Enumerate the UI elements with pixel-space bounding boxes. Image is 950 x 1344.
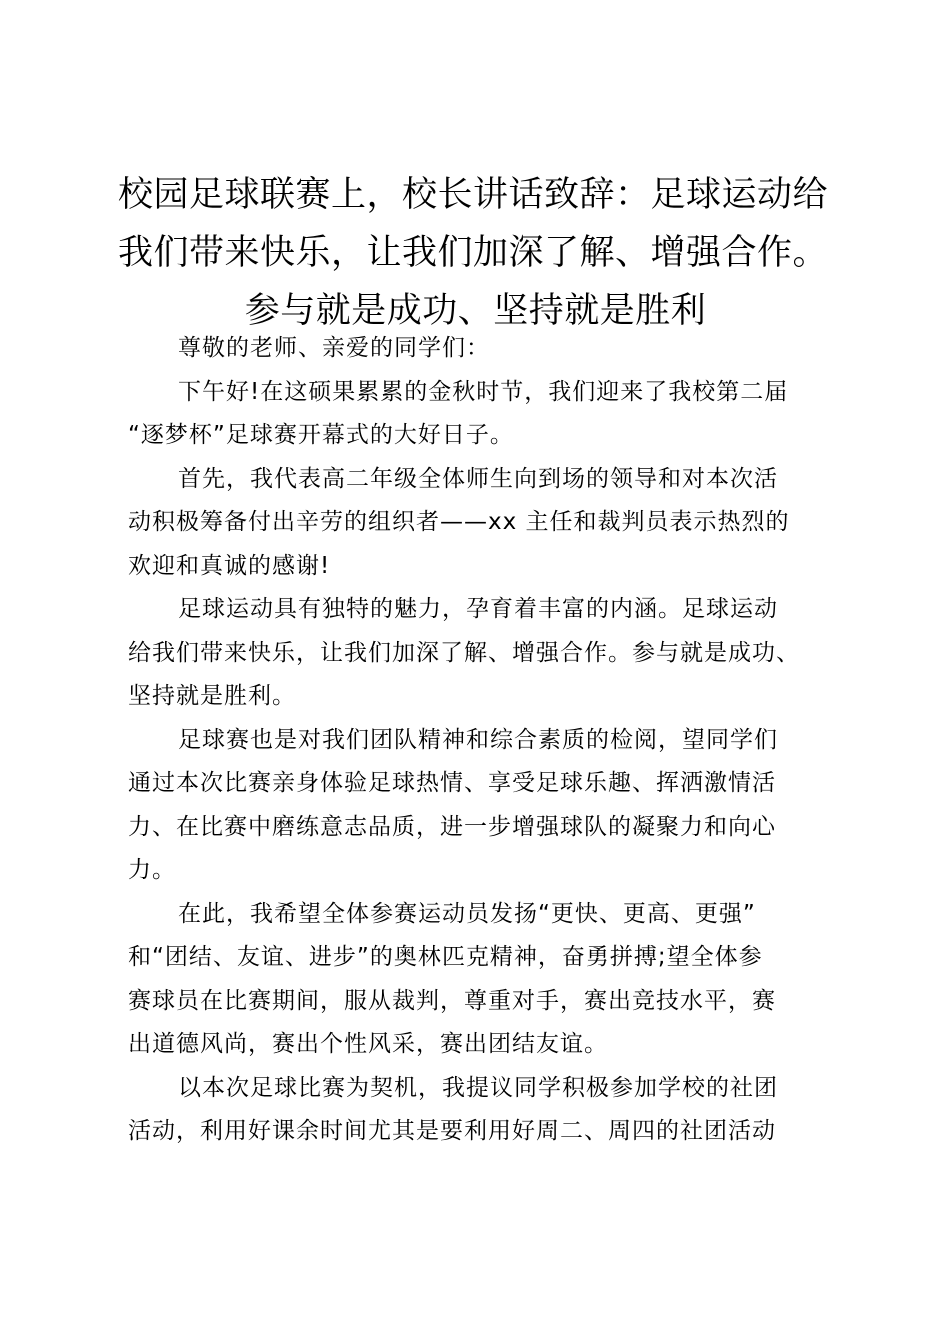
- text-line: 赛球员在比赛期间，服从裁判，尊重对手，赛出竞技水平，赛: [128, 987, 776, 1014]
- text-line: 首先，我代表高二年级全体师生向到场的领导和对本次活: [178, 465, 778, 492]
- text-line: 下午好!在这硕果累累的金秋时节，我们迎来了我校第二届: [178, 378, 789, 405]
- text-line: 力。: [128, 857, 176, 883]
- text-line: 动积极筹备付出辛劳的组织者——xx 主任和裁判员表示热烈的: [128, 509, 790, 535]
- text-line: 以本次足球比赛为契机，我提议同学积极参加学校的社团: [178, 1074, 778, 1101]
- text-line: 欢迎和真诚的感谢!: [128, 552, 331, 579]
- text-line: 出道德风尚，赛出个性风采，赛出团结友谊。: [128, 1031, 608, 1057]
- text-line: 在此，我希望全体参赛运动员发扬“更快、更高、更强”: [178, 900, 756, 927]
- olympic-spirit-paragraph: [128, 893, 833, 1067]
- text-line: 尊敬的老师、亲爱的同学们：: [178, 335, 490, 361]
- text-line: 给我们带来快乐，让我们加深了解、增强合作。参与就是成功、: [128, 639, 800, 666]
- text-line: “逐梦杯”足球赛开幕式的大好日子。: [128, 422, 514, 448]
- greeting-paragraph: [128, 371, 833, 458]
- text-line: 和“团结、友谊、进步”的奥林匹克精神，奋勇拼搏;望全体参: [128, 944, 763, 970]
- text-line: 足球运动具有独特的魅力，孕育着丰富的内涵。足球运动: [178, 596, 778, 622]
- text-line: 力、在比赛中磨练意志品质，进一步增强球队的凝聚力和向心: [128, 813, 776, 840]
- football-charm-paragraph: [128, 588, 833, 719]
- document-body: [128, 327, 833, 1154]
- salutation-paragraph: [128, 327, 833, 371]
- text-line: 坚持就是胜利。: [128, 683, 296, 709]
- team-spirit-paragraph: [128, 719, 833, 893]
- text-line: 足球赛也是对我们团队精神和综合素质的检阅，望同学们: [178, 726, 778, 753]
- text-line: 通过本次比赛亲身体验足球热情、享受足球乐趣、挥洒激情活: [128, 770, 776, 796]
- document-title: [118, 166, 833, 340]
- thanks-paragraph: [128, 458, 833, 589]
- club-activity-paragraph: [128, 1067, 833, 1154]
- title-line: 校园足球联赛上，校长讲话致辞：足球运动给: [118, 175, 829, 215]
- text-line: 活动，利用好课余时间尤其是要利用好周二、周四的社团活动: [128, 1118, 776, 1144]
- title-line: 参与就是成功、坚持就是胜利: [244, 291, 707, 331]
- title-line: 我们带来快乐，让我们加深了解、增强合作。: [118, 233, 829, 273]
